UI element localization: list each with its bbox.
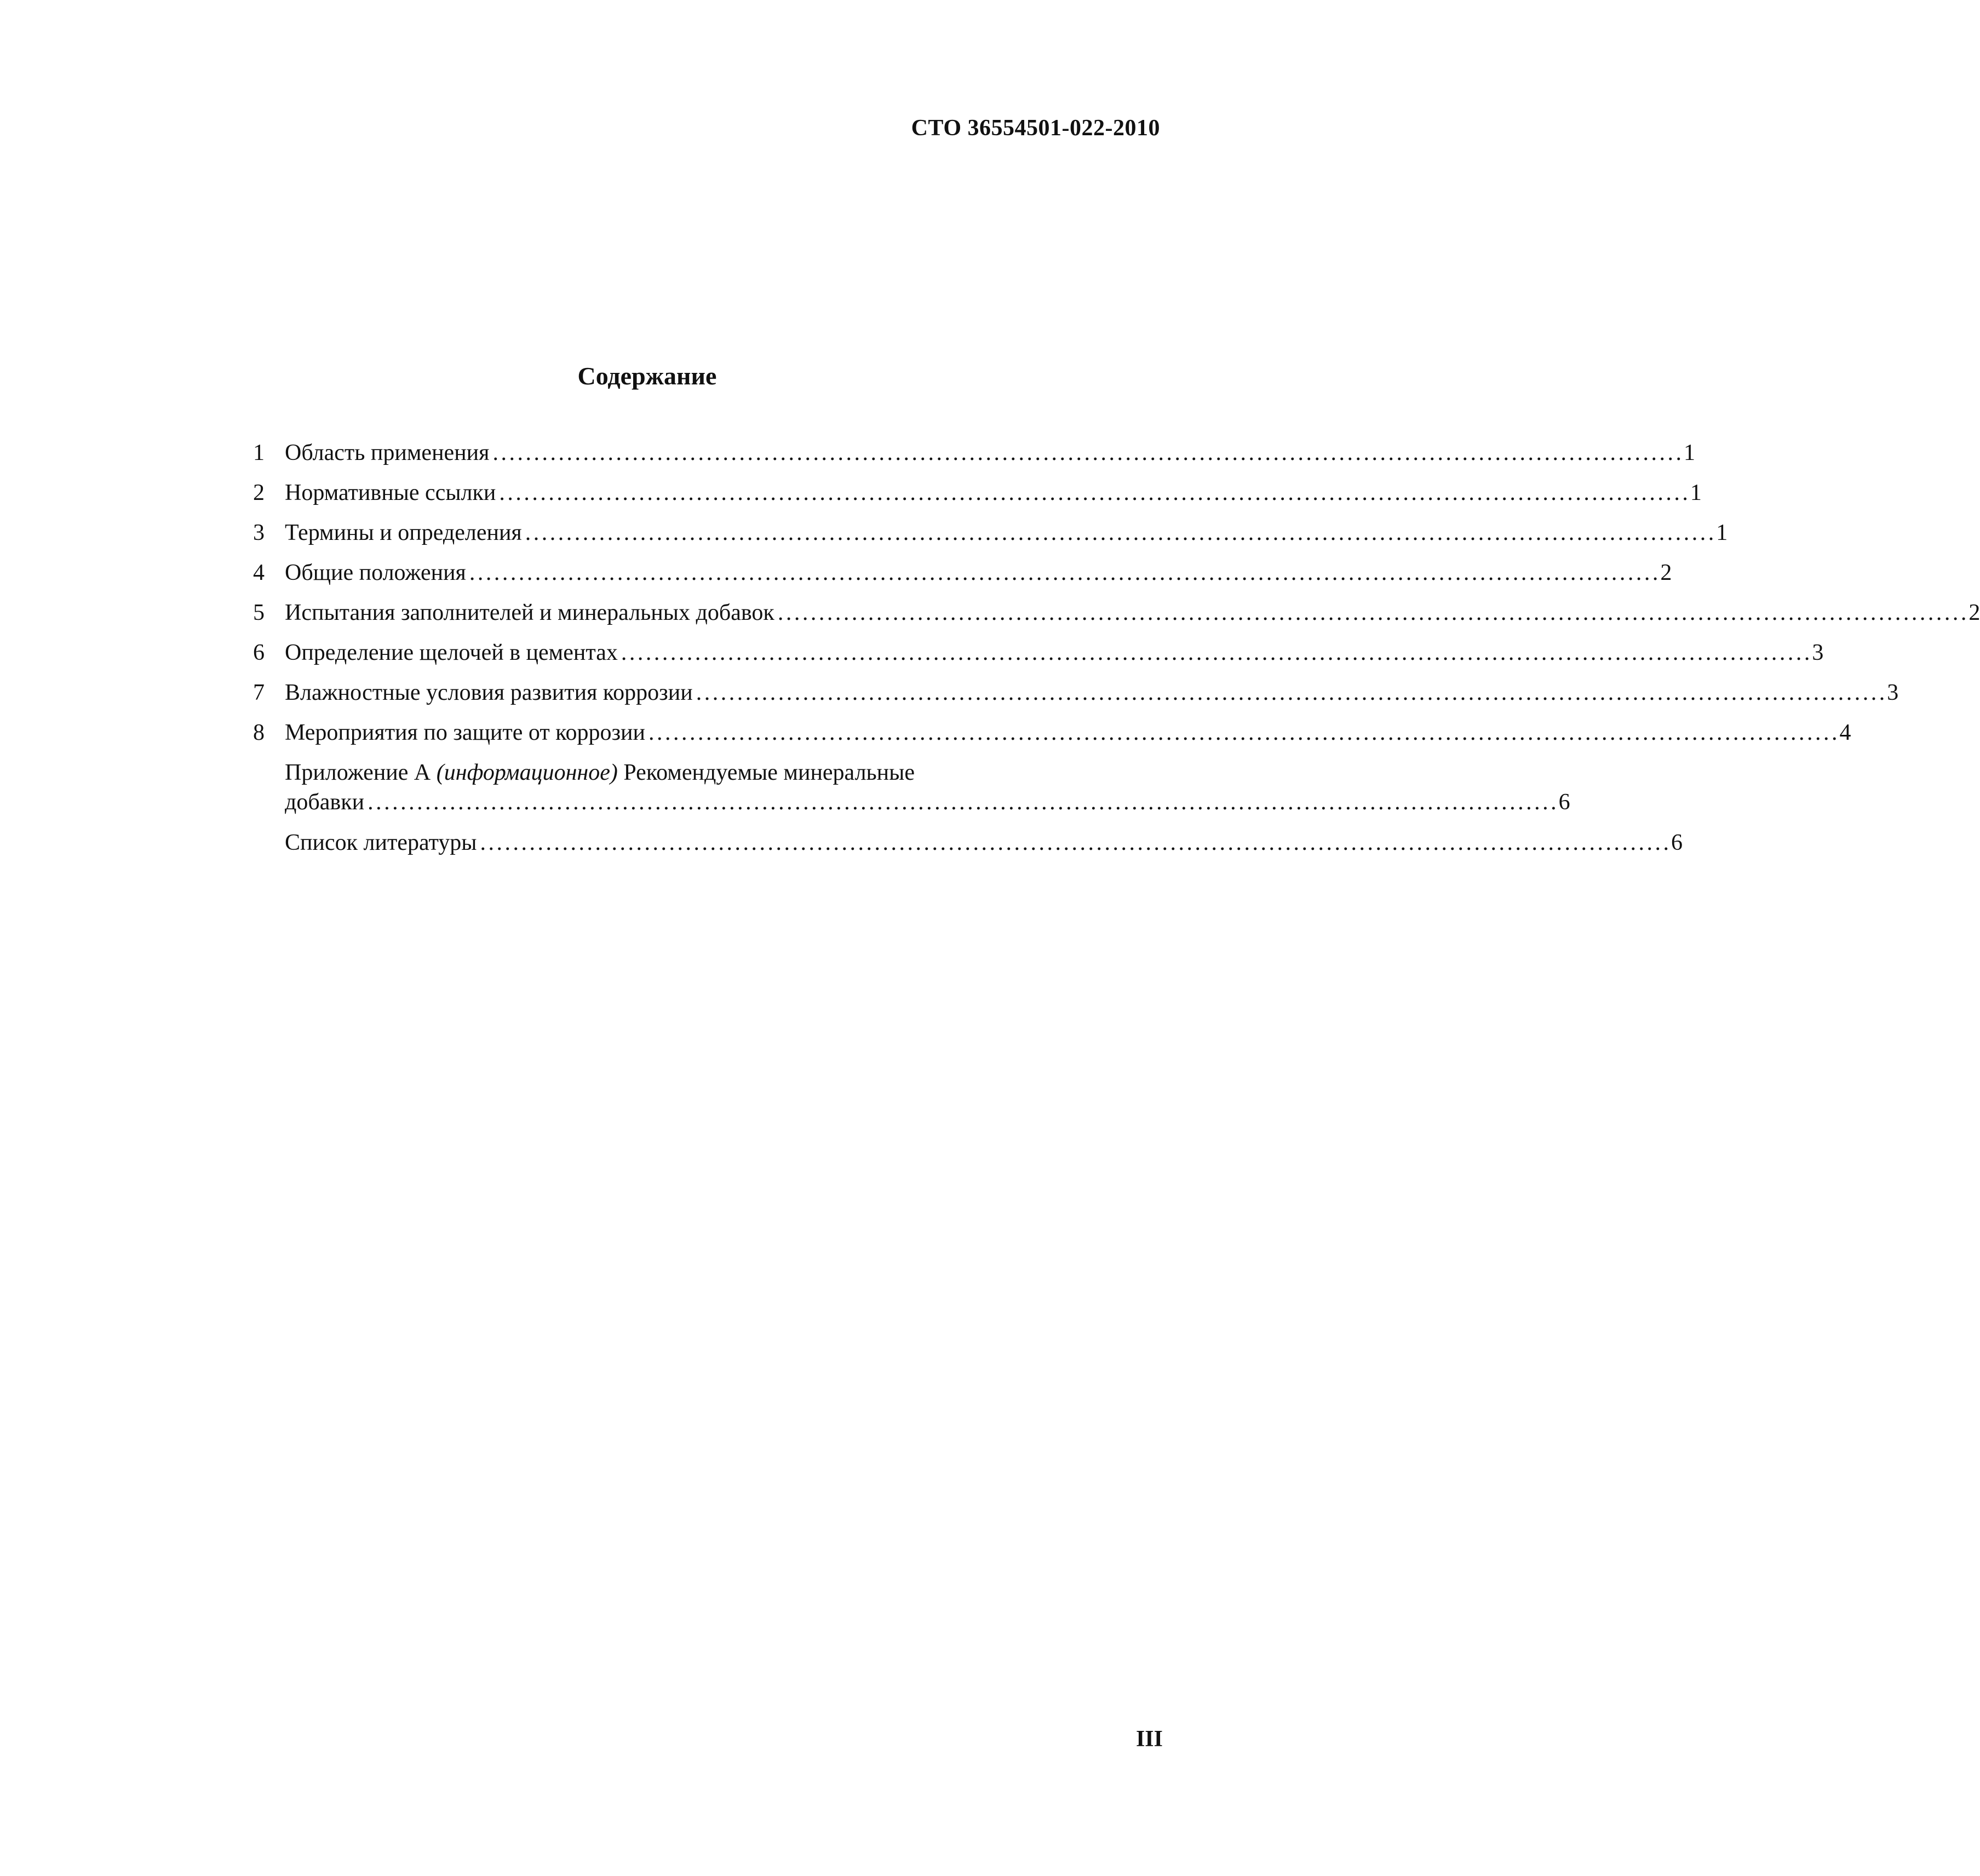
toc-entry-label: Влажностные условия развития коррозии [285, 680, 693, 705]
appendix-title-line [285, 758, 1570, 787]
toc-entry-label: Общие положения [285, 560, 466, 585]
toc-entry-label: Испытания заполнителей и минеральных добавок [285, 600, 774, 625]
toc-entry-label: Список литературы [285, 830, 477, 855]
toc-title: Содержание [577, 362, 717, 390]
appendix-title-rest: Рекомендуемые минеральные [623, 760, 915, 785]
toc-entry-appendix[interactable] [253, 758, 1570, 828]
toc-entry-page: 6 [1671, 830, 1683, 855]
toc-entry-number: 1 [253, 440, 265, 465]
table-of-contents [253, 438, 1980, 868]
toc-entry-page: 6 [1558, 790, 1570, 815]
toc-entry-page: 4 [1839, 720, 1851, 745]
toc-entry-number: 3 [253, 520, 265, 545]
toc-leader [469, 558, 1657, 588]
toc-leader [648, 718, 1836, 747]
toc-entry[interactable] [253, 518, 1728, 558]
toc-leader [480, 828, 1668, 858]
toc-entry-label: Термины и определения [285, 520, 522, 545]
toc-entry-number: 4 [253, 560, 265, 585]
toc-entry-number: 5 [253, 600, 265, 625]
toc-leader [499, 478, 1686, 508]
toc-entry-label: Область применения [285, 440, 490, 465]
document-code: СТО 36554501-022-2010 [911, 116, 1160, 141]
toc-entry-page: 1 [1716, 520, 1728, 545]
toc-entry[interactable] [253, 678, 1899, 718]
toc-entry-page: 2 [1660, 560, 1672, 585]
toc-entry-references[interactable] [253, 828, 1683, 868]
toc-leader [696, 678, 1884, 707]
toc-leader [621, 638, 1809, 667]
toc-entry[interactable] [253, 638, 1824, 678]
toc-leader [492, 438, 1680, 468]
toc-entry-number: 8 [253, 720, 265, 745]
toc-entry[interactable] [253, 478, 1702, 518]
toc-leader [525, 518, 1713, 548]
appendix-prefix: Приложение А [285, 760, 431, 785]
toc-entry-number: 7 [253, 680, 265, 705]
appendix-title-continuation: добавки [285, 790, 365, 815]
toc-entry-page: 1 [1690, 480, 1702, 505]
toc-entry-page: 3 [1887, 680, 1899, 705]
toc-entry[interactable] [253, 598, 1980, 638]
toc-leader [778, 598, 1965, 628]
toc-entry-page: 3 [1812, 640, 1824, 665]
toc-entry-number: 6 [253, 640, 265, 665]
toc-leader [368, 787, 1555, 817]
toc-entry[interactable] [253, 438, 1695, 478]
toc-entry-number: 2 [253, 480, 265, 505]
appendix-type: (информационное) [436, 760, 618, 785]
toc-entry[interactable] [253, 718, 1851, 758]
toc-entry-page: 2 [1968, 600, 1980, 625]
toc-entry-label: Определение щелочей в цементах [285, 640, 618, 665]
toc-entry[interactable] [253, 558, 1672, 598]
page-number: III [1135, 1727, 1163, 1752]
toc-entry-label: Нормативные ссылки [285, 480, 496, 505]
toc-entry-page: 1 [1683, 440, 1695, 465]
toc-entry-label: Мероприятия по защите от коррозии [285, 720, 645, 745]
